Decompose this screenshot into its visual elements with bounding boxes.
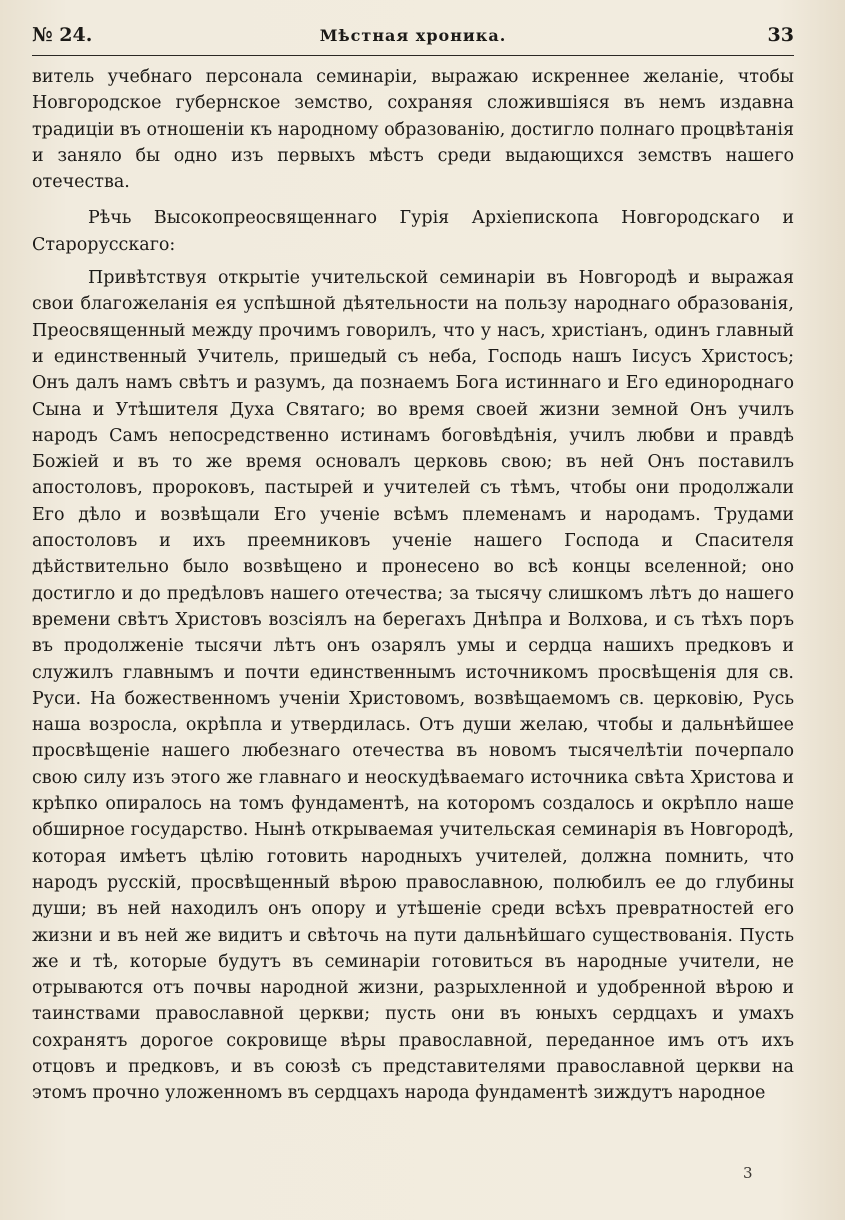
speech-paragraph: Привѣтствуя открытіе учительской семинаріи въ Новгородѣ и выражая свои благожеланія ея успѣшной дѣятельности на пользу народнаго образованія, Преосвященный между прочимъ говорилъ, что у насъ, христіанъ, одинъ главный и единственный Учитель, пришедый съ неба, Господь нашъ Іисусъ Христосъ; Онъ далъ намъ свѣтъ и разумъ, да познаемъ Бога истиннаго и Его единороднаго Сына и Утѣшителя Духа Святаго; во время своей жизни земной Онъ училъ народъ Самъ непосредственно истинамъ боговѣдѣнія, училъ любви и правдѣ Божіей и въ то же время основалъ церковь свою; въ ней Онъ поставилъ апостоловъ, пророковъ, пастырей и учителей съ тѣмъ, чтобы они продолжали Его дѣло и возвѣщали Его ученіе всѣмъ племенамъ и народамъ. Трудами апостоловъ и ихъ преемниковъ ученіе нашего Господа и Спасителя дѣйствительно было возвѣщено и пронесено во всѣ концы вселенной; оно достигло и до предѣловъ нашего отечества; за тысячу слишкомъ лѣтъ до нашего времени свѣтъ Христовъ возсіялъ на берегахъ Днѣпра и Волхова, и съ тѣхъ поръ въ продолженіе тысячи лѣтъ онъ озарялъ умы и сердца нашихъ предковъ и служилъ главнымъ и почти единственнымъ источникомъ просвѣщенія для св. Руси. На божественномъ ученіи Христовомъ, возвѣщаемомъ св. церковію, Русь наша возросла, окрѣпла и утвердилась. Отъ души желаю, чтобы и дальнѣйшее просвѣщеніе нашего любезнаго отечества въ новомъ тысячелѣтіи почерпало свою силу изъ этого же главнаго и неоскудѣваемаго источника свѣта Христова и крѣпко опиралось на томъ фундаментѣ, на которомъ создалось и окрѣпло наше обширное государство. Нынѣ открываемая учительская семинарія въ Новгородѣ, которая имѣетъ цѣлію готовить народныхъ учителей, должна помнить, что народъ русскій, просвѣщенный вѣрою православною, полюбилъ ее до глубины души; въ ней находилъ онъ опору и утѣшеніе среди всѣхъ превратностей его жизни и въ ней же видитъ и свѣточь на пути дальнѣйшаго существованія. Пусть же и тѣ, которые будутъ въ семинаріи готовиться въ народные учители, не отрываются отъ почвы народной жизни, разрыхленной и удобренной вѣрою и таинствами православной церкви; пусть они въ юныхъ сердцахъ и умахъ сохранятъ дорогое сокровище вѣры православной, переданное имъ отъ ихъ отцовъ и предковъ, и въ союзѣ съ представителями православной церкви на этомъ прочно уложенномъ въ сердцахъ народа фундаментѣ зиждутъ народное — [32, 268, 794, 1104]
section-title: Мѣстная хроника. — [319, 26, 507, 45]
speech-heading: Рѣчь Высокопреосвященнаго Гурія Архіепископа Новгородскаго и Старорусскаго: — [32, 208, 794, 255]
page-number: 33 — [767, 24, 794, 46]
issue-number: № 24. — [32, 24, 93, 46]
page-body — [32, 64, 794, 1107]
signature-mark: 3 — [743, 1164, 753, 1182]
paragraph-continued: витель учебнаго персонала семинаріи, выражаю искреннее желаніе, чтобы Новгородское губернское земство, сохраняя сложившіяся въ немъ издавна традиціи въ отношеніи къ народному образованію, достигло полнаго процвѣтанія и заняло бы одно изъ первыхъ мѣстъ среди выдающихся земствъ нашего отечества. — [32, 67, 794, 193]
page-header — [32, 20, 794, 50]
header-rule — [32, 55, 794, 56]
